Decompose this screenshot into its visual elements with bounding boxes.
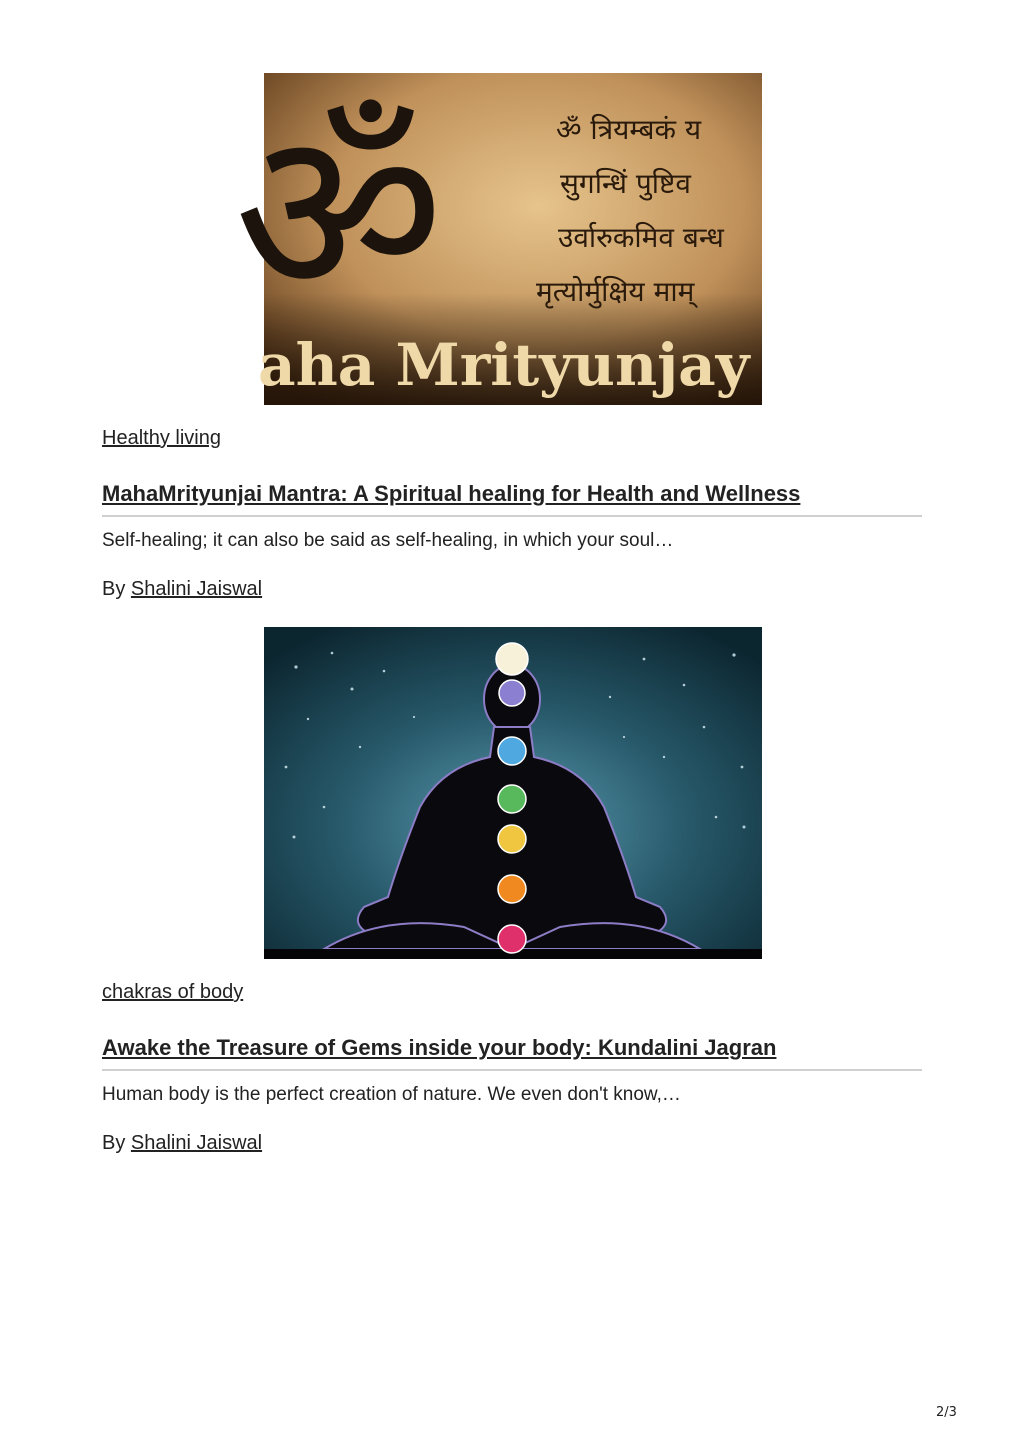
image-caption: aha Mrityunjay [258,331,750,399]
page-number: 2/3 [936,1405,957,1420]
post-card-2 [102,0,922,1180]
byline-prefix: By [102,578,126,600]
verse-line-3: उर्वारुकमिव बन्ध [558,221,724,254]
post-excerpt: Self-healing; it can also be said as self-healing, in which your soul… [102,530,674,551]
verse-line-2: सुगन्धिं पुष्टिव [560,167,691,200]
title-divider [102,1069,922,1071]
byline-prefix: By [102,1132,126,1154]
author-link[interactable]: Shalini Jaiswal [130,1132,263,1154]
post-excerpt: Human body is the perfect creation of nature. We even don't know,… [102,1084,681,1105]
author-link[interactable]: Shalini Jaiswal [130,578,263,600]
post-category-link[interactable]: Healthy living [102,427,221,449]
post-title-link[interactable]: MahaMrityunjai Mantra: A Spiritual healing for Health and Wellness [102,481,801,506]
post-category-link[interactable]: chakras of body [102,981,244,1003]
post-byline [102,1132,262,1155]
om-symbol: ॐ [234,81,444,348]
verse-line-4: मृत्योर्मुक्षिय माम् [536,275,695,308]
verse-line-1: ॐ त्रियम्बकं य [556,113,702,146]
post-title-link[interactable]: Awake the Treasure of Gems inside your body: Kundalini Jagran [102,1035,777,1060]
